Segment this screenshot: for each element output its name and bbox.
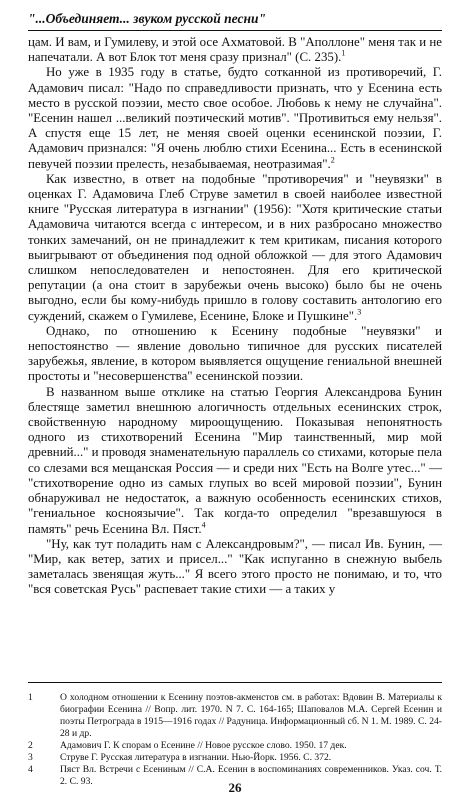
page-number: 26 — [228, 780, 242, 795]
footnote-text: Адамович Г. К спорам о Есенине // Новое русское слово. 1950. 17 дек. — [60, 740, 347, 751]
book-page — [28, 10, 442, 795]
paragraph-text: Как известно, в ответ на подобные "противоречия" и "неувязки" в оценках Г. Адамовича Глеб Струве заметил в своей наиболее известной книге "Русская литература в изгнании" (1956): "Хотя критические статьи Адамовича читаются всегда с интересом, и в них разбросано множество тонких замечаний, он не принадлежит к тем критикам, писания которого выигрывают от объединения под одной обложкой — для этого Адамович слишком непоследователен и непостоянен. Для его критической репутации (а она стоит в зарубежьи очень высоко) было бы не очень выгодно, если бы кому-нибудь пришло в голову составить антологию его суждений, скажем о Гумилеве, Есенине, Блоке и Пушкине". — [28, 171, 442, 323]
footnote-item — [28, 692, 442, 740]
footnote-number: 4 — [28, 764, 33, 775]
paragraph-4 — [28, 324, 442, 385]
footnote-ref: 2 — [330, 155, 335, 165]
footnotes — [28, 682, 442, 788]
footnote-ref: 1 — [341, 48, 346, 58]
footnote-ref: 3 — [357, 307, 362, 317]
paragraph-text: Однако, по отношению к Есенину подобные "неувязки" и непостоянство — явление довольно типичное для русских писателей зарубежья, явление, в котором выявляется ощущение гениальной внешней простоты и "несовершенства" есенинской поэзии. — [28, 323, 442, 384]
paragraph-text: "Ну, как тут поладить нам с Александровым?", — писал Ив. Бунин, — "Мир, как ветер, затих и присел..." "Как испуганно в снежную выбель заметалась звенящая жуть..." Я всего этого просто не понимаю, и то, что "вся советская Русь" распевает такие стихи — а таких у — [28, 536, 442, 597]
footnote-item — [28, 752, 442, 764]
footnote-number: 3 — [28, 752, 33, 763]
paragraph-2 — [28, 65, 442, 171]
paragraph-text: Но уже в 1935 году в статье, будто сотканной из противоречий, Г. Адамович писал: "Надо по справедливости признать, что у Есенина есть место в русской поэзии, место свое особое. Любовь к нему не случайна". "Есенин нашел ...великий поэтический мотив". "Противиться ему нельзя". А спустя еще 15 лет, не меняя своей оценки есенинской поэзии, Г. Адамович признался: "Я очень люблю стихи Есенина... Есть в есенинской певучей поэзии прелесть, незабываемая, неотразимая". — [28, 65, 442, 171]
paragraph-5 — [28, 385, 442, 537]
footnote-number: 2 — [28, 740, 33, 751]
paragraph-1 — [28, 35, 442, 65]
footnote-text: О холодном отношении к Есенину поэтов-акменстов см. в работах: Вдовин В. Материалы к биографии Есенина // Вопр. лит. 1970. N 7. С. 164-165; Шаповалов М.А. Сергей Есенин и поэты Петрограда в 1915—1916 годах // Радуница. Информационный сб. N 1. М. 1989. С. 24-28 и др. — [60, 692, 442, 739]
footnote-text: Пяст Вл. Встречи с Есениным // С.А. Есенин в воспоминаниях современников. Указ. соч. Т. 2. С. 93. — [60, 764, 442, 787]
paragraph-3 — [28, 172, 442, 324]
footnote-number: 1 — [28, 692, 33, 703]
footnote-text: Струве Г. Русская литература в изгнании. Нью-Йорк. 1956. С. 372. — [60, 752, 332, 763]
running-header: "...Объединяет... звуком русской песни" — [28, 10, 442, 31]
footnote-item — [28, 740, 442, 752]
paragraph-6 — [28, 537, 442, 598]
body-text — [28, 35, 442, 598]
footnote-ref: 4 — [201, 520, 206, 530]
paragraph-text: цам. И вам, и Гумилеву, и этой осе Ахматовой. В "Аполлоне" меня так и не напечатали. А вот Блок тот меня сразу признал" (С. 235). — [28, 35, 442, 65]
paragraph-text: В названном выше отклике на статью Георгия Александрова Бунин блестяще заметил внешнюю алогичность отдельных есенинских строк, свойственную народному мироощущению. Показывая непонятность одного из стихотворений Есенина "Мир таинственный, мир мой древний..." и проводя знаменательную параллель со стихами, которые пела со слезами вся мещанская Россия — и среди них "Есть на Волге утес..." — "стихотворение одно из самых глупых во всей мировой поэзии", Бунин обнаруживал не недостаток, а важную особенность есенинских стихов, "гениальное косноязычие". Так когда-то определил "врезавшуюся в память" речь Есенина Вл. Пяст. — [28, 384, 442, 536]
